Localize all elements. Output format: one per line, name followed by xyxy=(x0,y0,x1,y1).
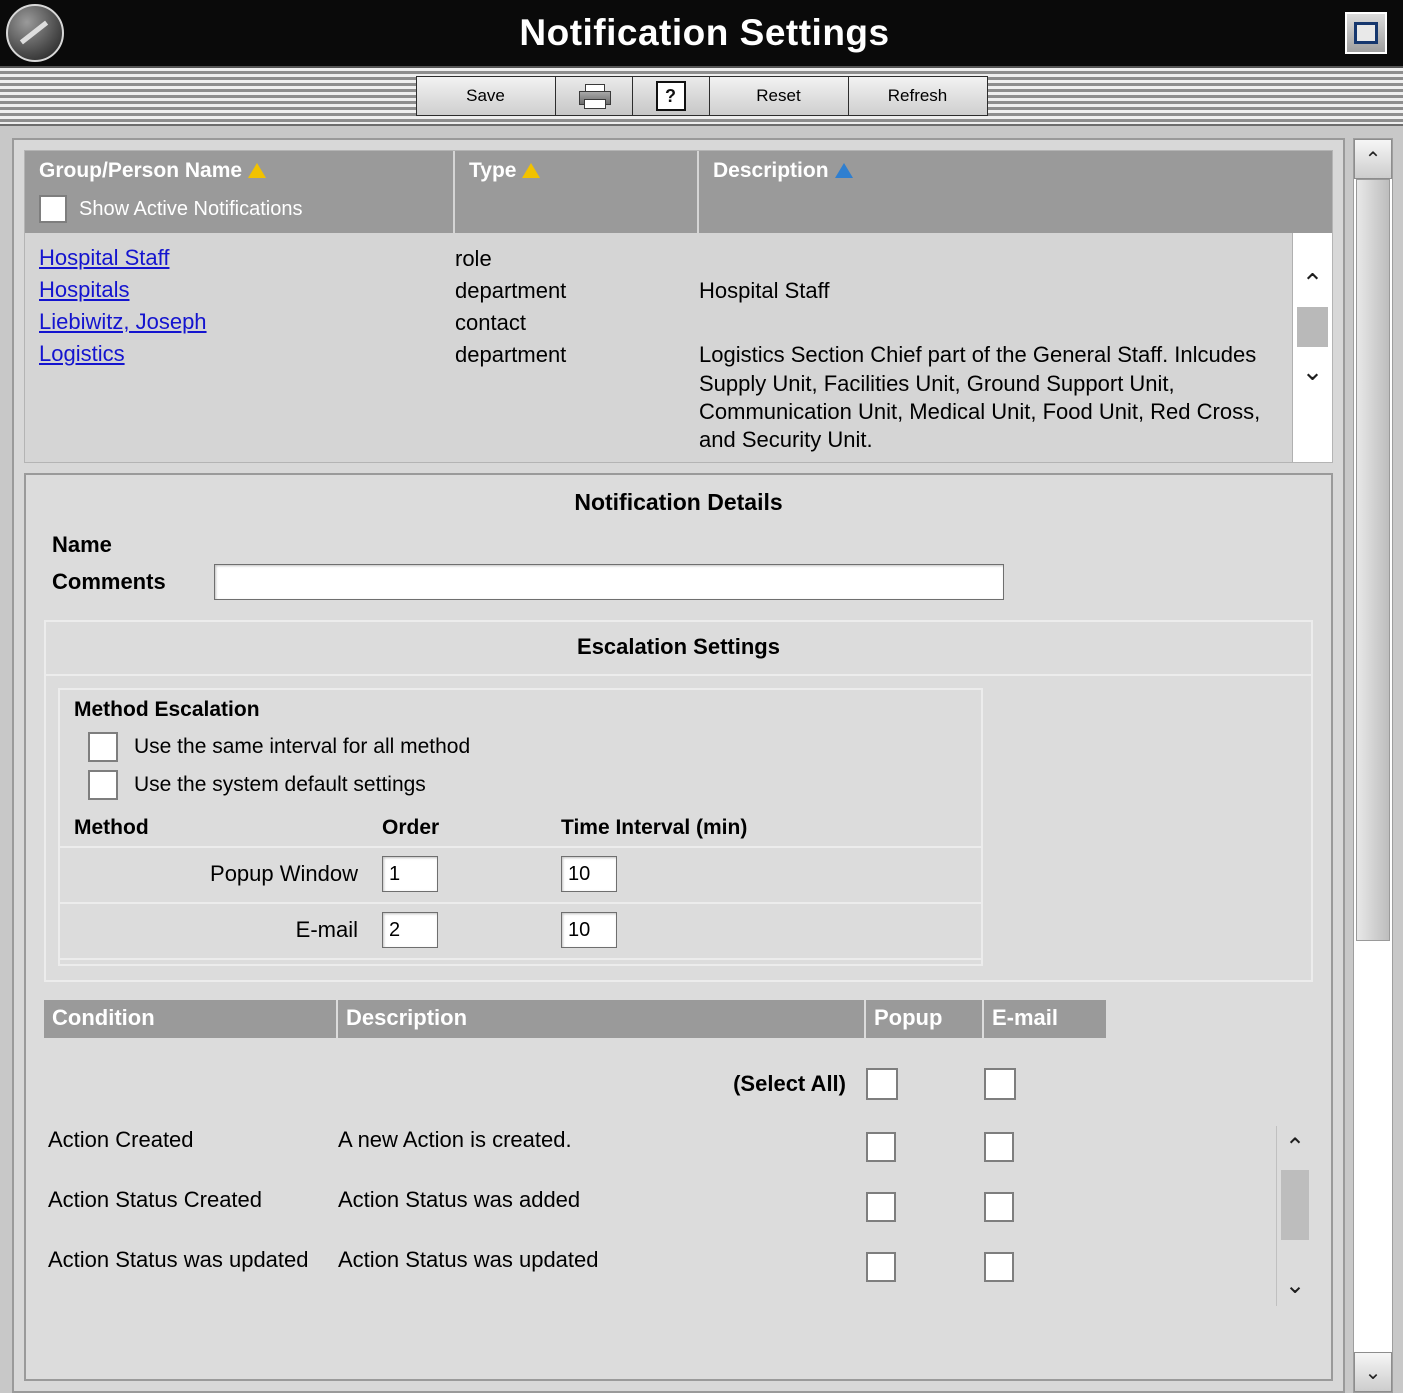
method-table-header-row xyxy=(60,812,981,847)
column-header-name[interactable] xyxy=(25,151,455,233)
window-scroll-up-arrow[interactable]: ⌃ xyxy=(1354,139,1392,179)
reset-button[interactable]: Reset xyxy=(710,77,849,115)
comments-field-row xyxy=(44,564,1313,600)
conditions-body xyxy=(44,1126,1313,1306)
list-item-link[interactable]: Hospital Staff xyxy=(39,245,170,270)
row-name-cell xyxy=(25,309,455,335)
table-row[interactable] xyxy=(25,243,1292,275)
popup-interval-input[interactable] xyxy=(561,856,617,892)
print-button[interactable] xyxy=(556,77,633,115)
same-interval-checkbox[interactable] xyxy=(88,732,118,762)
notification-list-panel xyxy=(24,150,1333,463)
condition-name-cell: Action Status Created xyxy=(48,1187,263,1213)
order-column-header: Order xyxy=(368,812,547,847)
condition-email-cell xyxy=(984,1186,1102,1222)
condition-email-checkbox[interactable] xyxy=(984,1252,1014,1282)
order-cell xyxy=(368,847,547,903)
save-button[interactable]: Save xyxy=(417,77,556,115)
details-title: Notification Details xyxy=(574,489,783,516)
condition-popup-checkbox[interactable] xyxy=(866,1192,896,1222)
row-type-cell: contact xyxy=(455,310,526,336)
list-item-link[interactable]: Liebiwitz, Joseph xyxy=(39,309,207,335)
email-column-header: E-mail xyxy=(984,1000,1106,1038)
restore-window-glyph xyxy=(1354,22,1378,44)
name-field-row xyxy=(44,532,1313,558)
show-active-notifications-checkbox[interactable] xyxy=(39,195,67,223)
restore-window-icon[interactable] xyxy=(1345,12,1387,54)
select-all-row xyxy=(44,1068,1313,1100)
table-row xyxy=(44,1126,1276,1162)
method-name-cell: E-mail xyxy=(60,903,368,959)
show-active-notifications-toggle[interactable] xyxy=(39,195,443,223)
interval-cell xyxy=(547,847,981,903)
select-all-label: (Select All) xyxy=(733,1071,846,1097)
sort-ascending-icon[interactable] xyxy=(522,163,540,178)
list-scrollbar[interactable] xyxy=(1292,233,1332,462)
refresh-button[interactable]: Refresh xyxy=(849,77,987,115)
window-scrollbar[interactable] xyxy=(1353,138,1393,1393)
table-row xyxy=(60,847,981,903)
row-type-cell: department xyxy=(455,278,567,304)
table-row[interactable] xyxy=(25,275,1292,307)
sort-ascending-icon[interactable] xyxy=(248,163,266,178)
conditions-scroll-up-arrow[interactable]: ⌃ xyxy=(1284,1133,1306,1161)
toolbar-button-group xyxy=(416,76,988,116)
same-interval-label: Use the same interval for all method xyxy=(134,735,471,759)
order-cell xyxy=(368,903,547,959)
list-scroll-down-arrow[interactable]: ⌄ xyxy=(1293,349,1332,393)
condition-name-cell: Action Status was updated xyxy=(48,1247,309,1273)
content-area xyxy=(0,126,1403,1393)
escalation-settings-panel xyxy=(44,620,1313,982)
popup-order-input[interactable] xyxy=(382,856,438,892)
list-rows xyxy=(25,233,1292,462)
select-all-popup-cell xyxy=(866,1068,984,1100)
condition-email-cell xyxy=(984,1246,1102,1282)
table-row[interactable] xyxy=(25,307,1292,339)
list-header-row xyxy=(25,151,1332,233)
same-interval-toggle[interactable] xyxy=(60,728,981,766)
name-label: Name xyxy=(52,532,112,558)
select-all-email-checkbox[interactable] xyxy=(984,1068,1016,1100)
conditions-scroll-down-arrow[interactable]: ⌄ xyxy=(1284,1271,1306,1299)
row-description-cell: Logistics Section Chief part of the General Staff. Inlcudes Supply Unit, Facilities Unit, Ground Support Unit, Communication Unit, Medical Unit, Food Unit, Red Cross, and Security Unit. xyxy=(699,342,1261,452)
show-active-notifications-label: Show Active Notifications xyxy=(79,197,303,220)
conditions-rows xyxy=(44,1126,1276,1306)
disc-icon xyxy=(6,4,64,62)
window-scroll-down-arrow[interactable]: ⌄ xyxy=(1354,1352,1392,1392)
help-icon: ? xyxy=(656,81,686,111)
toolbar xyxy=(0,68,1403,126)
page-title: Notification Settings xyxy=(519,12,890,53)
sort-descending-icon[interactable] xyxy=(835,163,853,178)
popup-column-header: Popup xyxy=(866,1000,984,1038)
table-row xyxy=(44,1186,1276,1222)
method-escalation-title: Method Escalation xyxy=(74,698,260,722)
row-type-cell: role xyxy=(455,246,492,271)
condition-popup-cell xyxy=(866,1246,984,1282)
interval-column-header: Time Interval (min) xyxy=(547,812,981,847)
method-column-header: Method xyxy=(60,812,368,847)
condition-description-cell: Action Status was updated xyxy=(338,1247,599,1273)
column-header-description[interactable] xyxy=(699,151,1332,233)
window-scroll-track[interactable] xyxy=(1354,179,1392,1352)
email-order-input[interactable] xyxy=(382,912,438,948)
list-scroll-up-arrow[interactable]: ⌃ xyxy=(1293,261,1332,305)
condition-column-header: Condition xyxy=(44,1000,338,1038)
list-body xyxy=(25,233,1332,462)
printer-icon xyxy=(579,84,609,108)
column-header-type[interactable] xyxy=(455,151,699,233)
notification-details-panel xyxy=(24,473,1333,1381)
system-default-toggle[interactable] xyxy=(60,766,981,804)
column-header-name-label: Group/Person Name xyxy=(39,159,243,182)
title-bar xyxy=(0,0,1403,68)
list-item-link[interactable]: Hospitals xyxy=(39,277,130,303)
comments-label: Comments xyxy=(52,569,166,595)
condition-popup-cell xyxy=(866,1186,984,1222)
row-name-cell xyxy=(25,277,455,303)
list-scroll-thumb[interactable] xyxy=(1297,307,1328,347)
system-default-label: Use the system default settings xyxy=(134,773,426,797)
conditions-scroll-thumb[interactable] xyxy=(1281,1170,1309,1240)
condition-popup-checkbox[interactable] xyxy=(866,1132,896,1162)
condition-description-cell: Action Status was added xyxy=(338,1187,581,1213)
escalation-settings-title: Escalation Settings xyxy=(46,622,1311,676)
table-row[interactable] xyxy=(25,339,1292,456)
system-default-checkbox[interactable] xyxy=(88,770,118,800)
conditions-scrollbar[interactable] xyxy=(1276,1126,1313,1306)
row-name-cell xyxy=(25,341,455,367)
list-item-link[interactable]: Logistics xyxy=(39,341,125,367)
condition-name-cell: Action Created xyxy=(48,1127,194,1153)
method-escalation-table xyxy=(60,812,981,960)
column-header-type-label: Type xyxy=(469,159,517,182)
condition-description-cell: A new Action is created. xyxy=(338,1127,572,1153)
conditions-header-row xyxy=(44,1000,1313,1038)
select-all-email-cell xyxy=(984,1068,1106,1100)
row-name-cell xyxy=(25,245,455,271)
condition-email-checkbox[interactable] xyxy=(984,1132,1014,1162)
method-name-cell: Popup Window xyxy=(60,847,368,903)
select-all-popup-checkbox[interactable] xyxy=(866,1068,898,1100)
column-header-description-label: Description xyxy=(713,159,829,182)
comments-input[interactable] xyxy=(214,564,1004,600)
method-escalation-box xyxy=(58,688,983,966)
interval-cell xyxy=(547,903,981,959)
condition-email-cell xyxy=(984,1126,1102,1162)
condition-email-checkbox[interactable] xyxy=(984,1192,1014,1222)
row-description-cell: Hospital Staff xyxy=(699,278,830,304)
content-main xyxy=(12,138,1345,1393)
window-scroll-thumb[interactable] xyxy=(1356,179,1390,941)
condition-popup-cell xyxy=(866,1126,984,1162)
help-button[interactable] xyxy=(633,77,710,115)
condition-description-column-header: Description xyxy=(338,1000,866,1038)
email-interval-input[interactable] xyxy=(561,912,617,948)
table-row xyxy=(60,903,981,959)
condition-popup-checkbox[interactable] xyxy=(866,1252,896,1282)
row-type-cell: department xyxy=(455,342,567,368)
table-row xyxy=(44,1246,1276,1282)
